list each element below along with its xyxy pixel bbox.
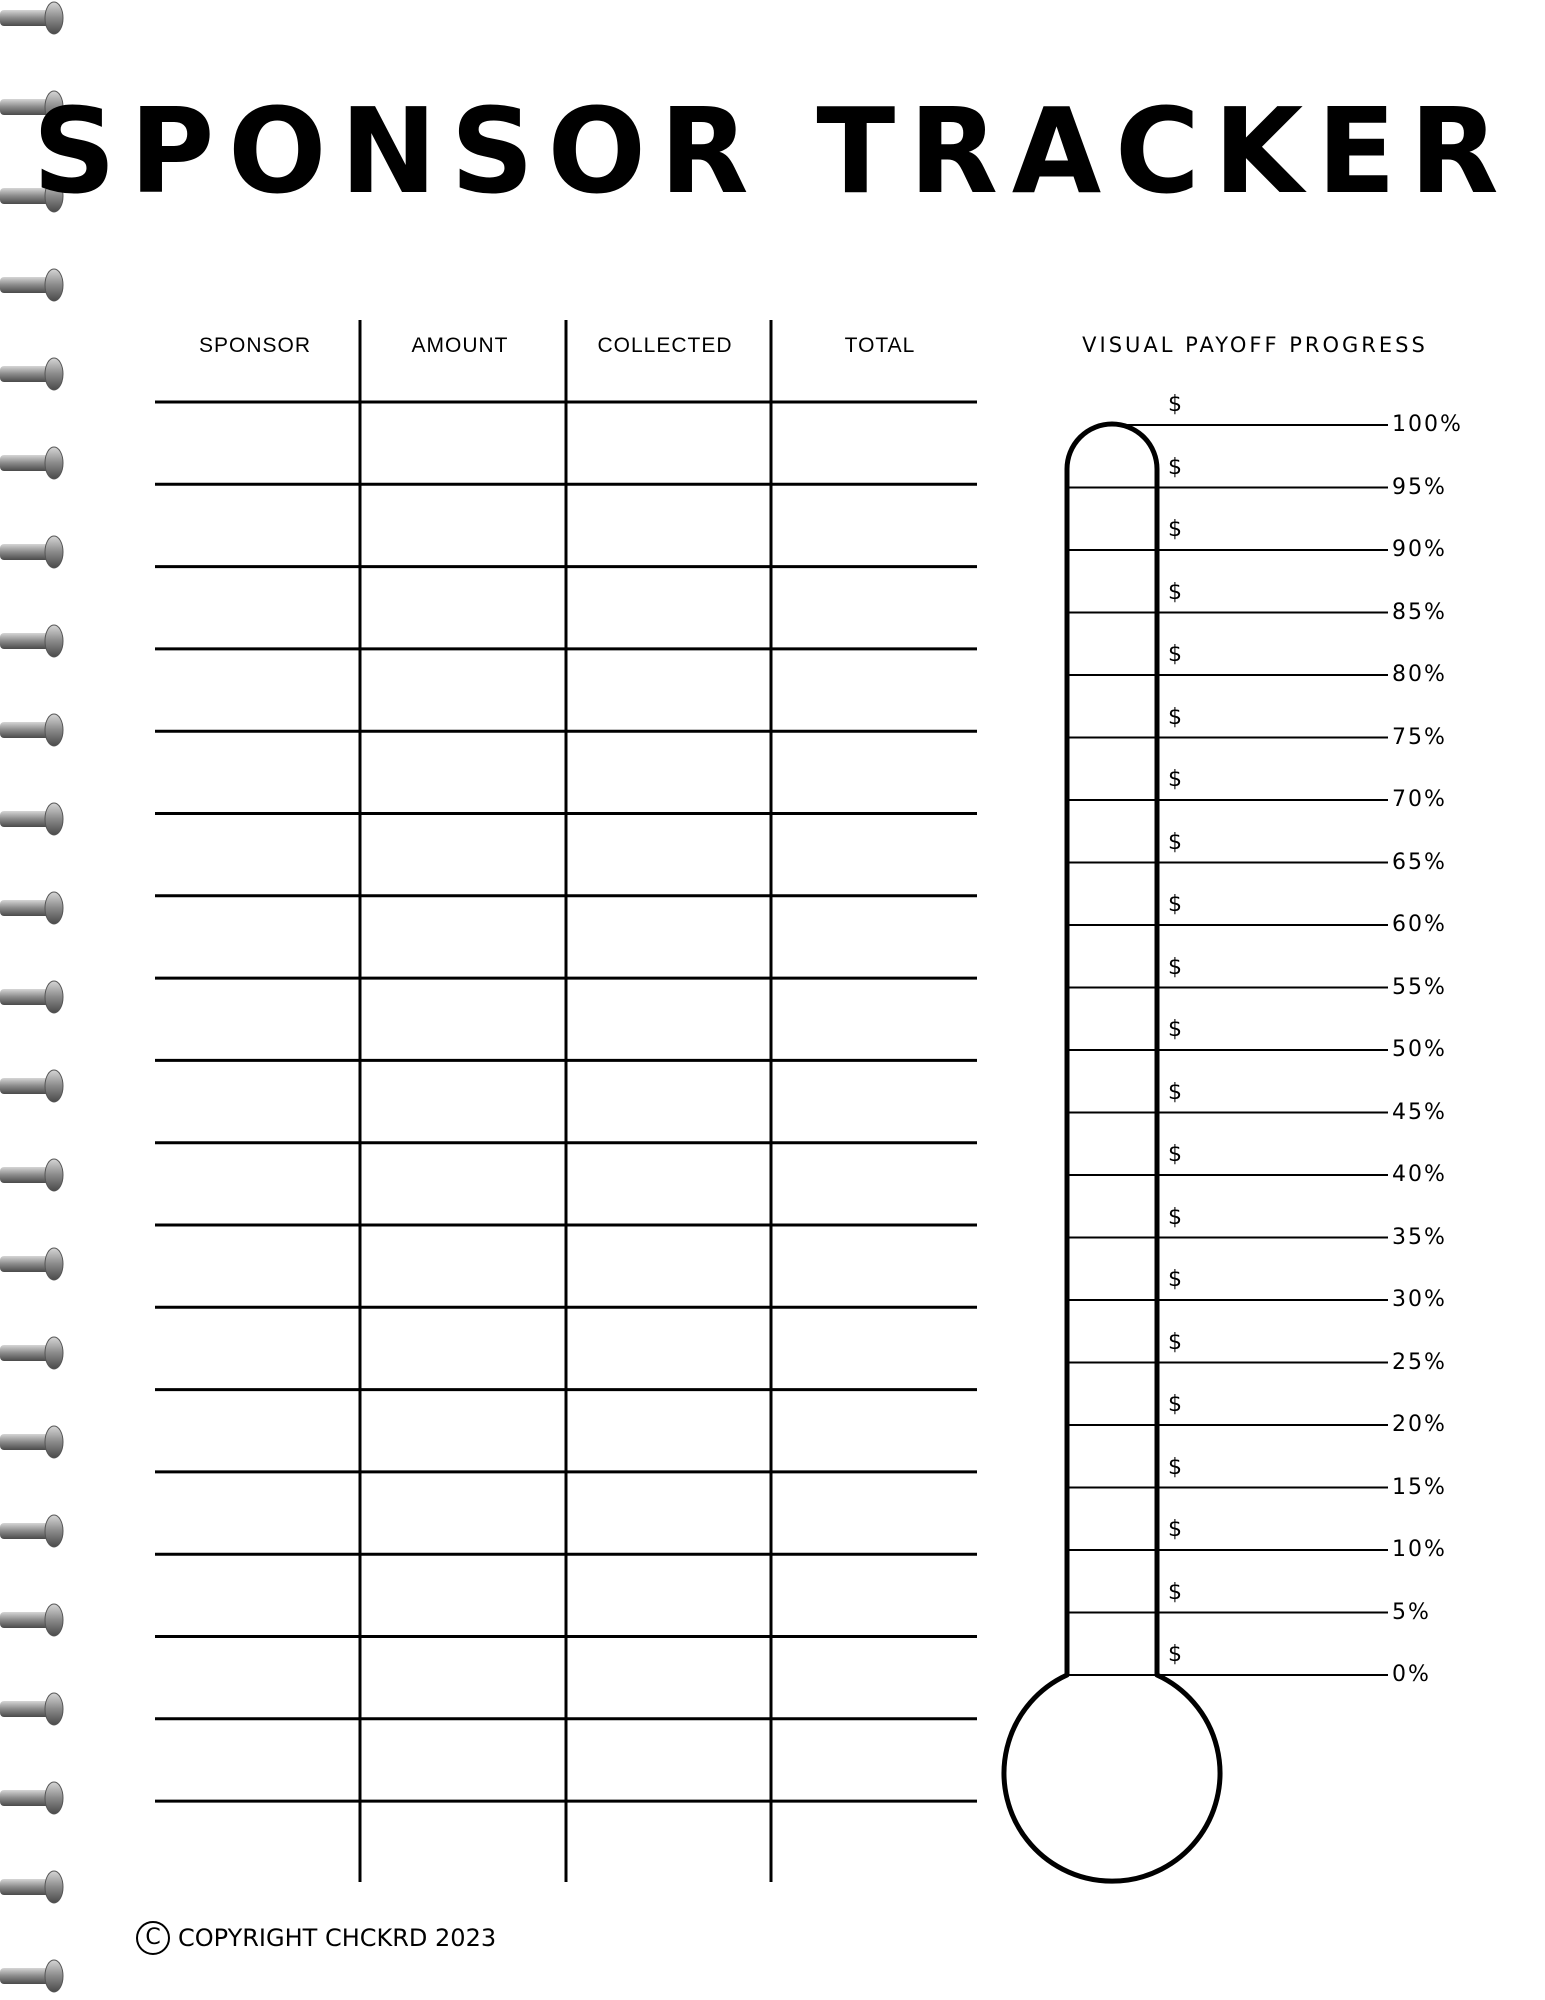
column-header-sponsor: SPONSOR [198, 334, 312, 357]
scale-percent-label: 25% [1392, 1349, 1447, 1375]
scale-dollar-sign: $ [1168, 517, 1182, 542]
scale-dollar-sign: $ [1168, 579, 1182, 605]
scale-dollar-sign: $ [1168, 1642, 1182, 1667]
scale-percent-label: 15% [1392, 1474, 1447, 1500]
scale-percent-label: 65% [1392, 849, 1447, 875]
page-title: SPONSOR TRACKER [32, 82, 1513, 220]
scale-dollar-sign: $ [1168, 1454, 1182, 1480]
scale-dollar-sign: $ [1168, 1142, 1182, 1167]
scale-dollar-sign: $ [1168, 892, 1182, 917]
scale-dollar-sign: $ [1168, 1267, 1182, 1292]
scale-percent-label: 80% [1392, 662, 1447, 687]
scale-percent-label: 85% [1392, 599, 1447, 625]
progress-title: VISUAL PAYOFF PROGRESS [1082, 333, 1428, 357]
scale-dollar-sign: $ [1168, 767, 1182, 792]
scale-dollar-sign: $ [1168, 1579, 1182, 1605]
scale-percent-label: 0% [1392, 1662, 1431, 1687]
scale-percent-label: 40% [1392, 1162, 1447, 1187]
scale-dollar-sign: $ [1168, 954, 1182, 980]
scale-percent-label: 100% [1392, 412, 1463, 437]
thermometer-outline [1004, 424, 1220, 1881]
scale-percent-label: 75% [1392, 724, 1447, 750]
scale-percent-label: 50% [1392, 1037, 1447, 1062]
scale-dollar-sign: $ [1168, 1517, 1182, 1542]
scale-dollar-sign: $ [1168, 454, 1182, 480]
scale-dollar-sign: $ [1168, 704, 1182, 730]
scale-dollar-sign: $ [1168, 1017, 1182, 1042]
scale-percent-label: 30% [1392, 1287, 1447, 1312]
scale-percent-label: 45% [1392, 1099, 1447, 1125]
scale-percent-label: 95% [1392, 474, 1447, 500]
scale-dollar-sign: $ [1168, 392, 1182, 417]
column-header-total: TOTAL [844, 334, 916, 357]
scale-percent-label: 55% [1392, 974, 1447, 1000]
column-header-collected: COLLECTED [597, 334, 733, 357]
scale-dollar-sign: $ [1168, 1392, 1182, 1417]
scale-dollar-sign: $ [1168, 829, 1182, 855]
column-header-amount: AMOUNT [411, 334, 509, 357]
scale-percent-label: 70% [1392, 787, 1447, 812]
scale-percent-label: 5% [1392, 1599, 1431, 1625]
copyright-text: COPYRIGHT CHCKRD 2023 [178, 1924, 497, 1952]
scale-dollar-sign: $ [1168, 1079, 1182, 1105]
scale-dollar-sign: $ [1168, 1204, 1182, 1230]
copyright-icon: C [136, 1921, 170, 1955]
scale-percent-label: 20% [1392, 1412, 1447, 1437]
scale-percent-label: 90% [1392, 537, 1447, 562]
copyright-notice [136, 1921, 496, 1955]
scale-percent-label: 35% [1392, 1224, 1447, 1250]
scale-percent-label: 10% [1392, 1537, 1447, 1562]
scale-dollar-sign: $ [1168, 1329, 1182, 1355]
scale-percent-label: 60% [1392, 912, 1447, 937]
scale-dollar-sign: $ [1168, 642, 1182, 667]
